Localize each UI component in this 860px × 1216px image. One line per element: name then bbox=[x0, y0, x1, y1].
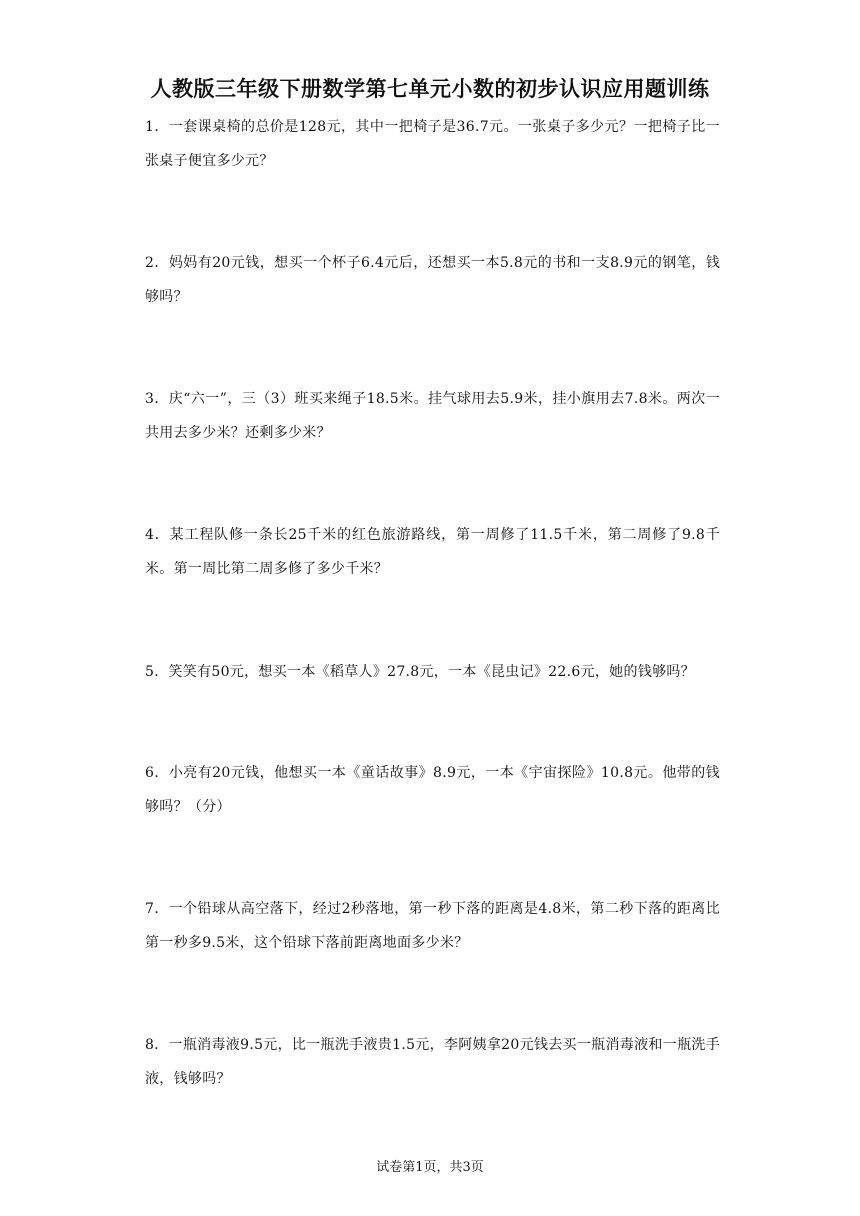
question-3 bbox=[145, 382, 720, 450]
question-text: 庆“六一”，三（3）班买来绳子18.5米。挂气球用去5.9米，挂小旗用去7.8米。两次一共用去多少米？还剩多少米？ bbox=[145, 391, 720, 441]
question-text: 一个铅球从高空落下，经过2秒落地，第一秒下落的距离是4.8米，第二秒下落的距离比第一秒多9.5米，这个铅球下落前距离地面多少米？ bbox=[145, 901, 720, 951]
question-2 bbox=[145, 246, 720, 314]
question-text: 某工程队修一条长25千米的红色旅游路线，第一周修了11.5千米，第二周修了9.8千米。第一周比第二周多修了多少千米？ bbox=[145, 527, 720, 577]
question-6 bbox=[145, 756, 720, 824]
question-number: 4． bbox=[145, 527, 170, 543]
question-number: 1． bbox=[145, 119, 169, 135]
question-1 bbox=[145, 110, 720, 178]
question-text: 妈妈有20元钱，想买一个杯子6.4元后，还想买一本5.8元的书和一支8.9元的钢笔，钱够吗？ bbox=[145, 255, 720, 305]
question-7 bbox=[145, 892, 720, 960]
question-text: 小亮有20元钱，他想买一本《童话故事》8.9元，一本《宇宙探险》10.8元。他带的钱够吗？（分） bbox=[145, 765, 720, 815]
page-title: 人教版三年级下册数学第七单元小数的初步认识应用题训练 bbox=[150, 77, 710, 101]
question-8 bbox=[145, 1028, 720, 1096]
question-text: 一套课桌椅的总价是128元，其中一把椅子是36.7元。一张桌子多少元？一把椅子比一张桌子便宜多少元？ bbox=[145, 119, 720, 169]
page-footer: 试卷第1页，共3页 bbox=[376, 1160, 484, 1175]
question-4 bbox=[145, 518, 720, 586]
question-text: 笑笑有50元，想买一本《稻草人》27.8元，一本《昆虫记》22.6元，她的钱够吗？ bbox=[168, 664, 695, 680]
question-text: 一瓶消毒液9.5元，比一瓶洗手液贵1.5元，李阿姨拿20元钱去买一瓶消毒液和一瓶洗手液，钱够吗？ bbox=[145, 1037, 720, 1087]
question-number: 8． bbox=[145, 1037, 169, 1053]
question-number: 6． bbox=[145, 765, 169, 781]
question-number: 2． bbox=[145, 255, 169, 271]
question-5 bbox=[145, 655, 720, 689]
question-number: 7． bbox=[145, 901, 169, 917]
question-number: 3． bbox=[145, 391, 169, 407]
question-number: 5． bbox=[145, 664, 169, 680]
